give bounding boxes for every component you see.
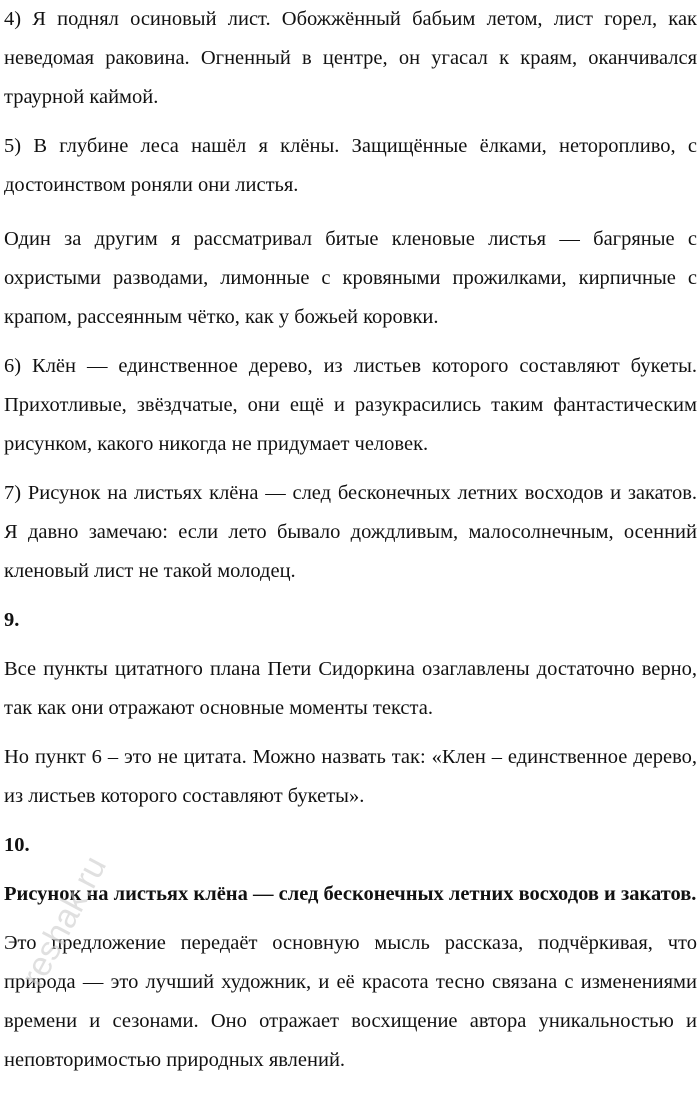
task-number-9: 9. bbox=[4, 609, 20, 631]
paragraph: Один за другим я рассматривал битые кленовые листья — багряные с охристыми разводами, лимонные с кровяными прожилками, кирпичные с крапом, рассеянным чётко, как у божьей коровки. bbox=[4, 228, 697, 328]
watermark-text: reshak.ru bbox=[14, 849, 115, 993]
answer-paragraph: Это предложение передаёт основную мысль рассказа, подчёркивая, что природа — это лучший художник, и её красота тесно связана с изменениями времени и сезонами. Оно отражает восхищение автора уникальностью и неповторимостью природных явлений. bbox=[4, 932, 697, 1071]
key-sentence: Рисунок на листьях клёна — след бесконечных летних восходов и закатов. bbox=[4, 883, 697, 905]
plan-item-7: 7) Рисунок на листьях клёна — след бесконечных летних восходов и закатов. Я давно замечаю: если лето бывало дождливым, малосолнечным, осенний кленовый лист не такой молодец. bbox=[4, 482, 697, 582]
answer-paragraph: Но пункт 6 – это не цитата. Можно назвать так: «Клен – единственное дерево, из листьев которого составляют букеты». bbox=[4, 746, 697, 807]
task-number-10: 10. bbox=[4, 834, 30, 856]
plan-item-6: 6) Клён — единственное дерево, из листьев которого составляют букеты. Прихотливые, звёздчатые, они ещё и разукрасились таким фантастическим рисунком, какого никогда не придумает человек. bbox=[4, 355, 697, 455]
answer-paragraph: Все пункты цитатного плана Пети Сидоркина озаглавлены достаточно верно, так как они отражают основные моменты текста. bbox=[4, 658, 697, 719]
plan-item-4: 4) Я поднял осиновый лист. Обожжённый бабьим летом, лист горел, как неведомая раковина. Огненный в центре, он угасал к краям, оканчивался траурной каймой. bbox=[4, 8, 697, 108]
plan-item-5: 5) В глубине леса нашёл я клёны. Защищённые ёлками, неторопливо, с достоинством роняли они листья. bbox=[4, 135, 697, 196]
